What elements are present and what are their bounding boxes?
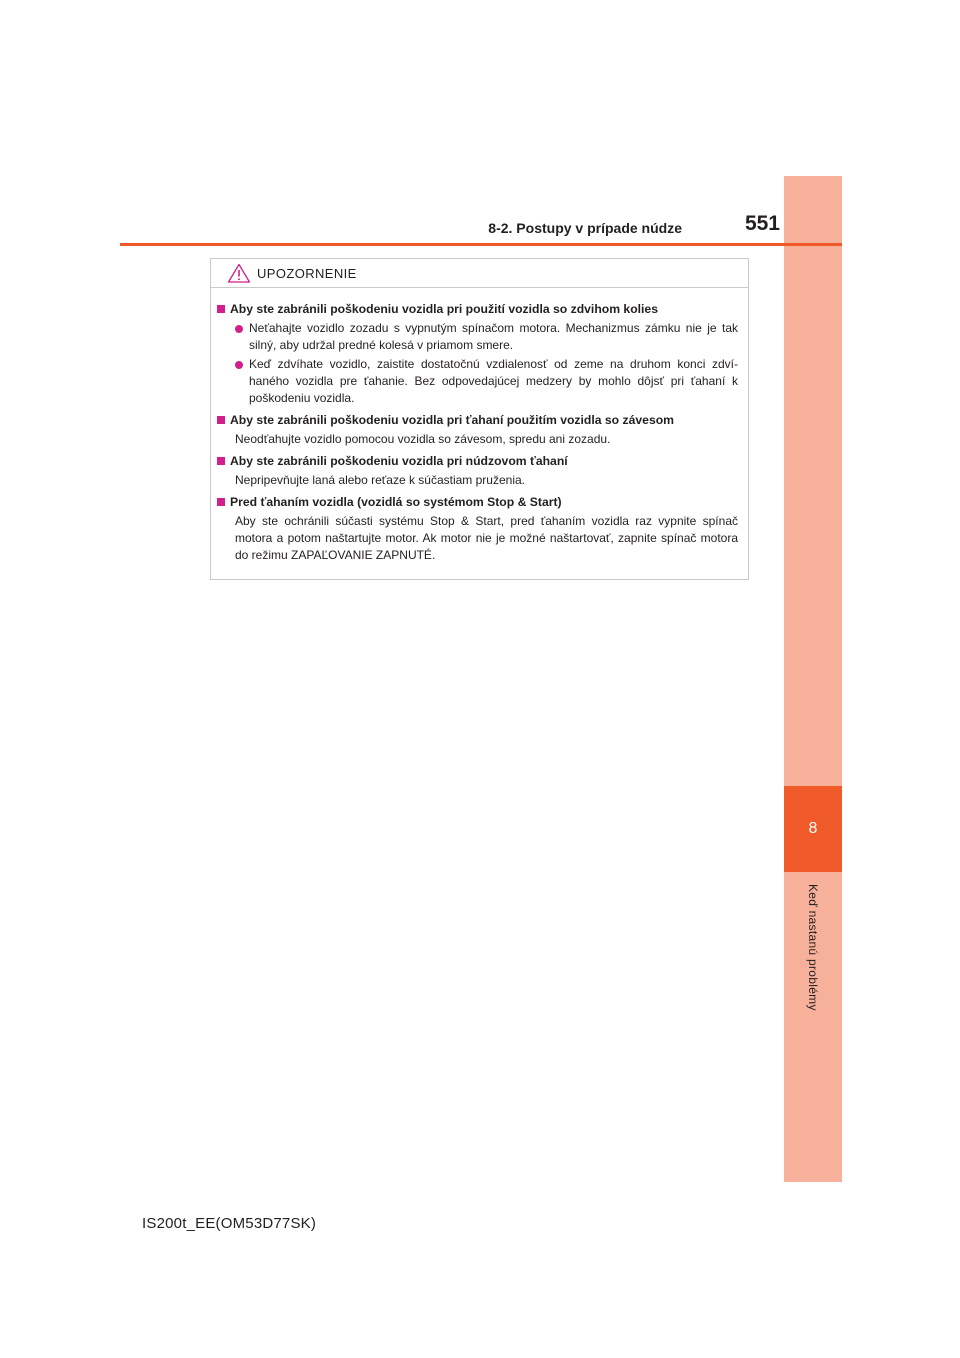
warning-triangle-icon — [227, 263, 251, 283]
section-paragraph: Neodťahujte vozidlo pomocou vozidla so závesom, spredu ani zozadu. — [235, 432, 611, 446]
chapter-side-tab — [784, 176, 842, 1182]
chapter-number-box[interactable] — [784, 786, 842, 872]
chapter-number: 8 — [808, 820, 818, 837]
warning-title: UPOZORNENIE — [257, 265, 357, 281]
section-heading — [217, 493, 742, 511]
list-item-text: Keď zdvíhate vozidlo, zaistite dostatočnú vzdialenosť od zeme na druhom konci zdví-haného vozidla pre ťahanie. Bez odpovedajúcej medzery by mohlo dôjsť pri ťahaní k poškodeniu vozidla. — [249, 357, 738, 405]
list-item — [217, 356, 742, 407]
warning-body — [211, 288, 748, 564]
list-item — [217, 320, 742, 354]
chapter-label: Keď nastanú problémy — [806, 884, 820, 1011]
document-code: IS200t_EE(OM53D77SK) — [142, 1215, 317, 1232]
round-bullet-icon — [235, 361, 243, 369]
section-heading-text: Pred ťahaním vozidla (vozidlá so systémom Stop & Start) — [230, 495, 562, 509]
square-bullet-icon — [217, 457, 225, 465]
square-bullet-icon — [217, 416, 225, 424]
section-paragraph: Nepripevňujte laná alebo reťaze k súčastiam pruženia. — [235, 473, 525, 487]
section-title: 8-2. Postupy v prípade núdze — [488, 220, 682, 236]
section-paragraph: Aby ste ochránili súčasti systému Stop & Start, pred ťahaním vozidla raz vypnite spínač motora a potom naštartujte motor. Ak motor nie je možné naštartovať, zapnite spínač motora do režimu ZAPAĽOVANIE ZAPNUTÉ. — [235, 514, 738, 562]
warning-box — [210, 258, 749, 580]
section-heading — [217, 411, 742, 429]
section-heading-text: Aby ste zabránili poškodeniu vozidla pri ťahaní použitím vozidla so závesom — [230, 413, 674, 427]
section-heading — [217, 452, 742, 470]
list-item-text: Neťahajte vozidlo zozadu s vypnutým spínačom motora. Mechanizmus zámku nie je tak silný, aby udržal predné kolesá v priamom smere. — [249, 321, 738, 352]
square-bullet-icon — [217, 498, 225, 506]
round-bullet-icon — [235, 325, 243, 333]
section-heading-text: Aby ste zabránili poškodeniu vozidla pri použití vozidla so zdvihom kolies — [230, 302, 658, 316]
section-heading — [217, 300, 742, 318]
warning-header — [211, 259, 748, 288]
header-rule — [120, 243, 842, 246]
square-bullet-icon — [217, 305, 225, 313]
section-heading-text: Aby ste zabránili poškodeniu vozidla pri núdzovom ťahaní — [230, 454, 568, 468]
page-number: 551 — [744, 212, 780, 235]
